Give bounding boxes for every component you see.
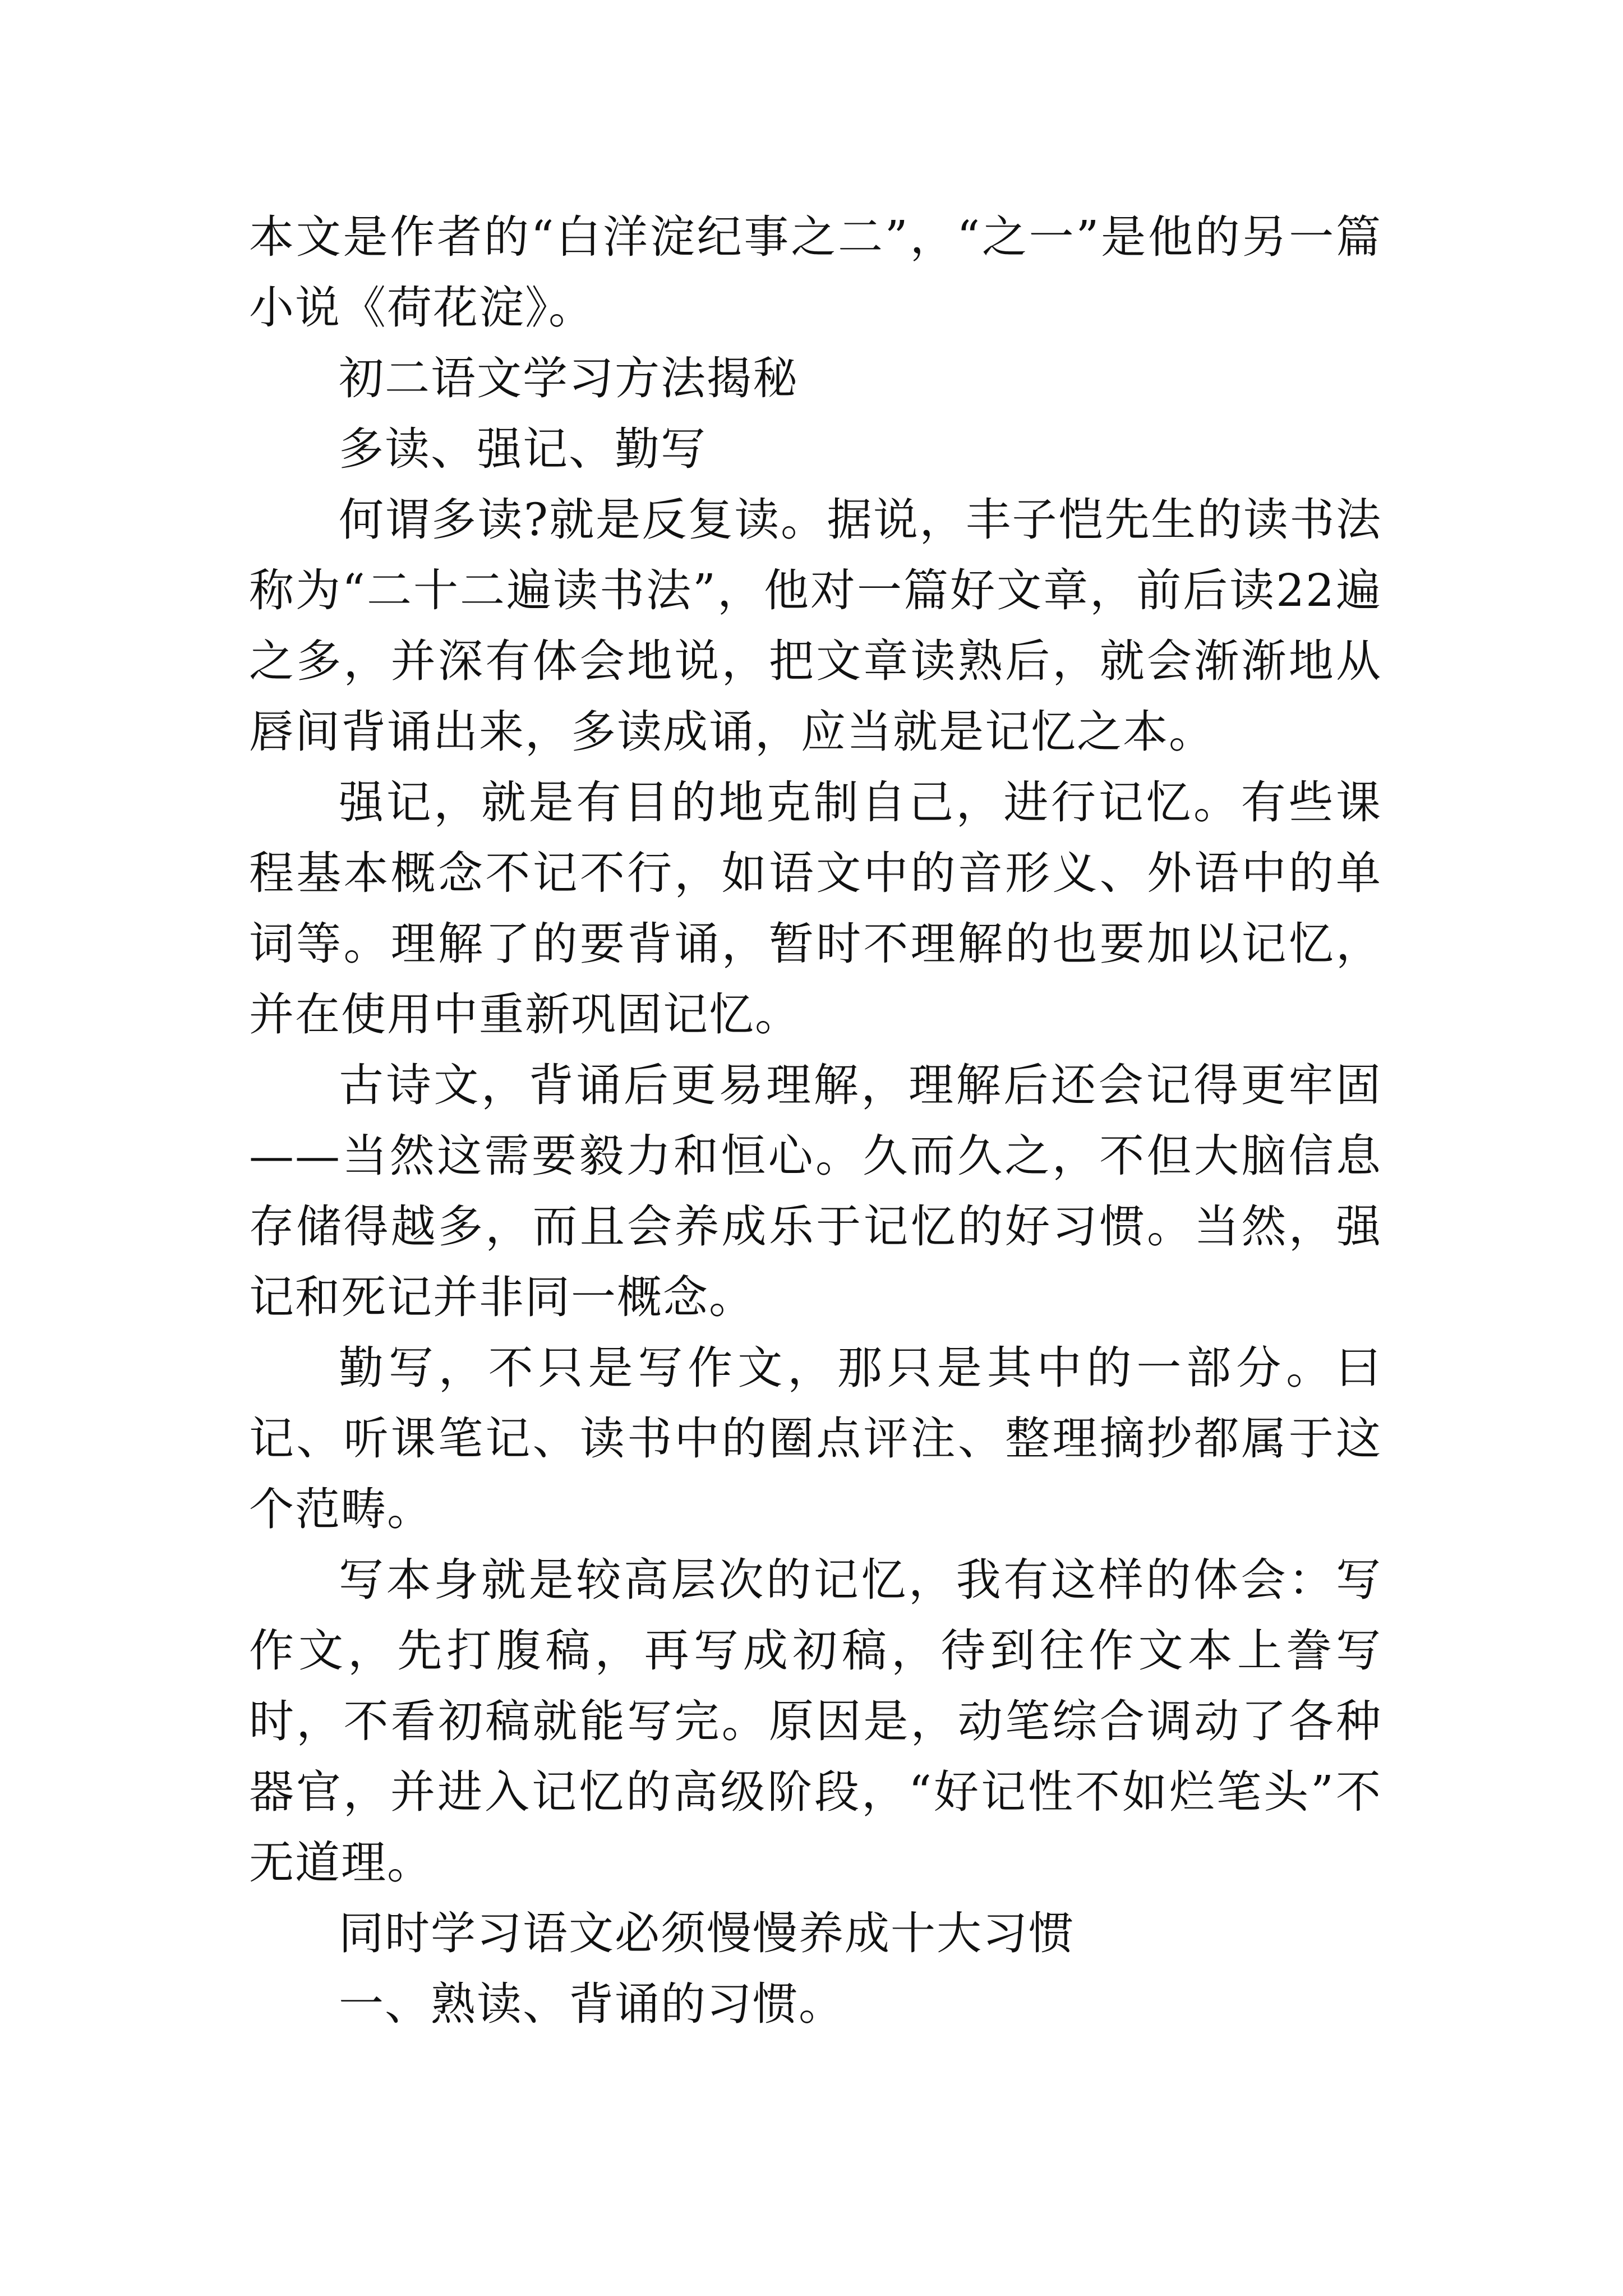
paragraph-writing-memory: 写本身就是较高层次的记忆，我有这样的体会：写作文，先打腹稿，再写成初稿，待到往作文本上誊写时，不看初稿就能写完。原因是，动笔综合调动了各种器官，并进入记忆的高级阶段，“好记性不如烂笔头”不无道理。 (249, 1554, 1382, 1889)
paragraph-intro-continuation: 本文是作者的“白洋淀纪事之二”，“之一”是他的另一篇小说《荷花淀》。 (249, 211, 1382, 334)
paragraph-classical-poetry: 古诗文，背诵后更易理解，理解后还会记得更牢固——当然这需要毅力和恒心。久而久之，不但大脑信息存储得越多，而且会养成乐于记忆的好习惯。当然，强记和死记并非同一概念。 (249, 1059, 1382, 1323)
section-title-study-methods: 初二语文学习方法揭秘 (339, 352, 799, 404)
section-title-ten-habits: 同时学习语文必须慢慢养成十大习惯 (339, 1907, 1075, 1959)
document-body (249, 202, 1382, 2040)
subtitle-read-memorize-write: 多读、强记、勤写 (339, 423, 707, 475)
paragraph-write-often: 勤写，不只是写作文，那只是其中的一部分。曰记、听课笔记、读书中的圈点评注、整理摘抄都属于这个范畴。 (249, 1342, 1382, 1535)
paragraph-memorize: 强记，就是有目的地克制自己，进行记忆。有些课程基本概念不记不行，如语文中的音形义、外语中的单词等。理解了的要背诵，暂时不理解的也要加以记忆，并在使用中重新巩固记忆。 (249, 776, 1382, 1041)
paragraph-read-more: 何谓多读?就是反复读。据说，丰子恺先生的读书法称为“二十二遍读书法”，他对一篇好文章，前后读22遍之多，并深有体会地说，把文章读熟后，就会渐渐地从唇间背诵出来，多读成诵，应当就是记忆之本。 (249, 494, 1382, 758)
list-item-habit-one: 一、熟读、背诵的习惯。 (339, 1978, 845, 2030)
